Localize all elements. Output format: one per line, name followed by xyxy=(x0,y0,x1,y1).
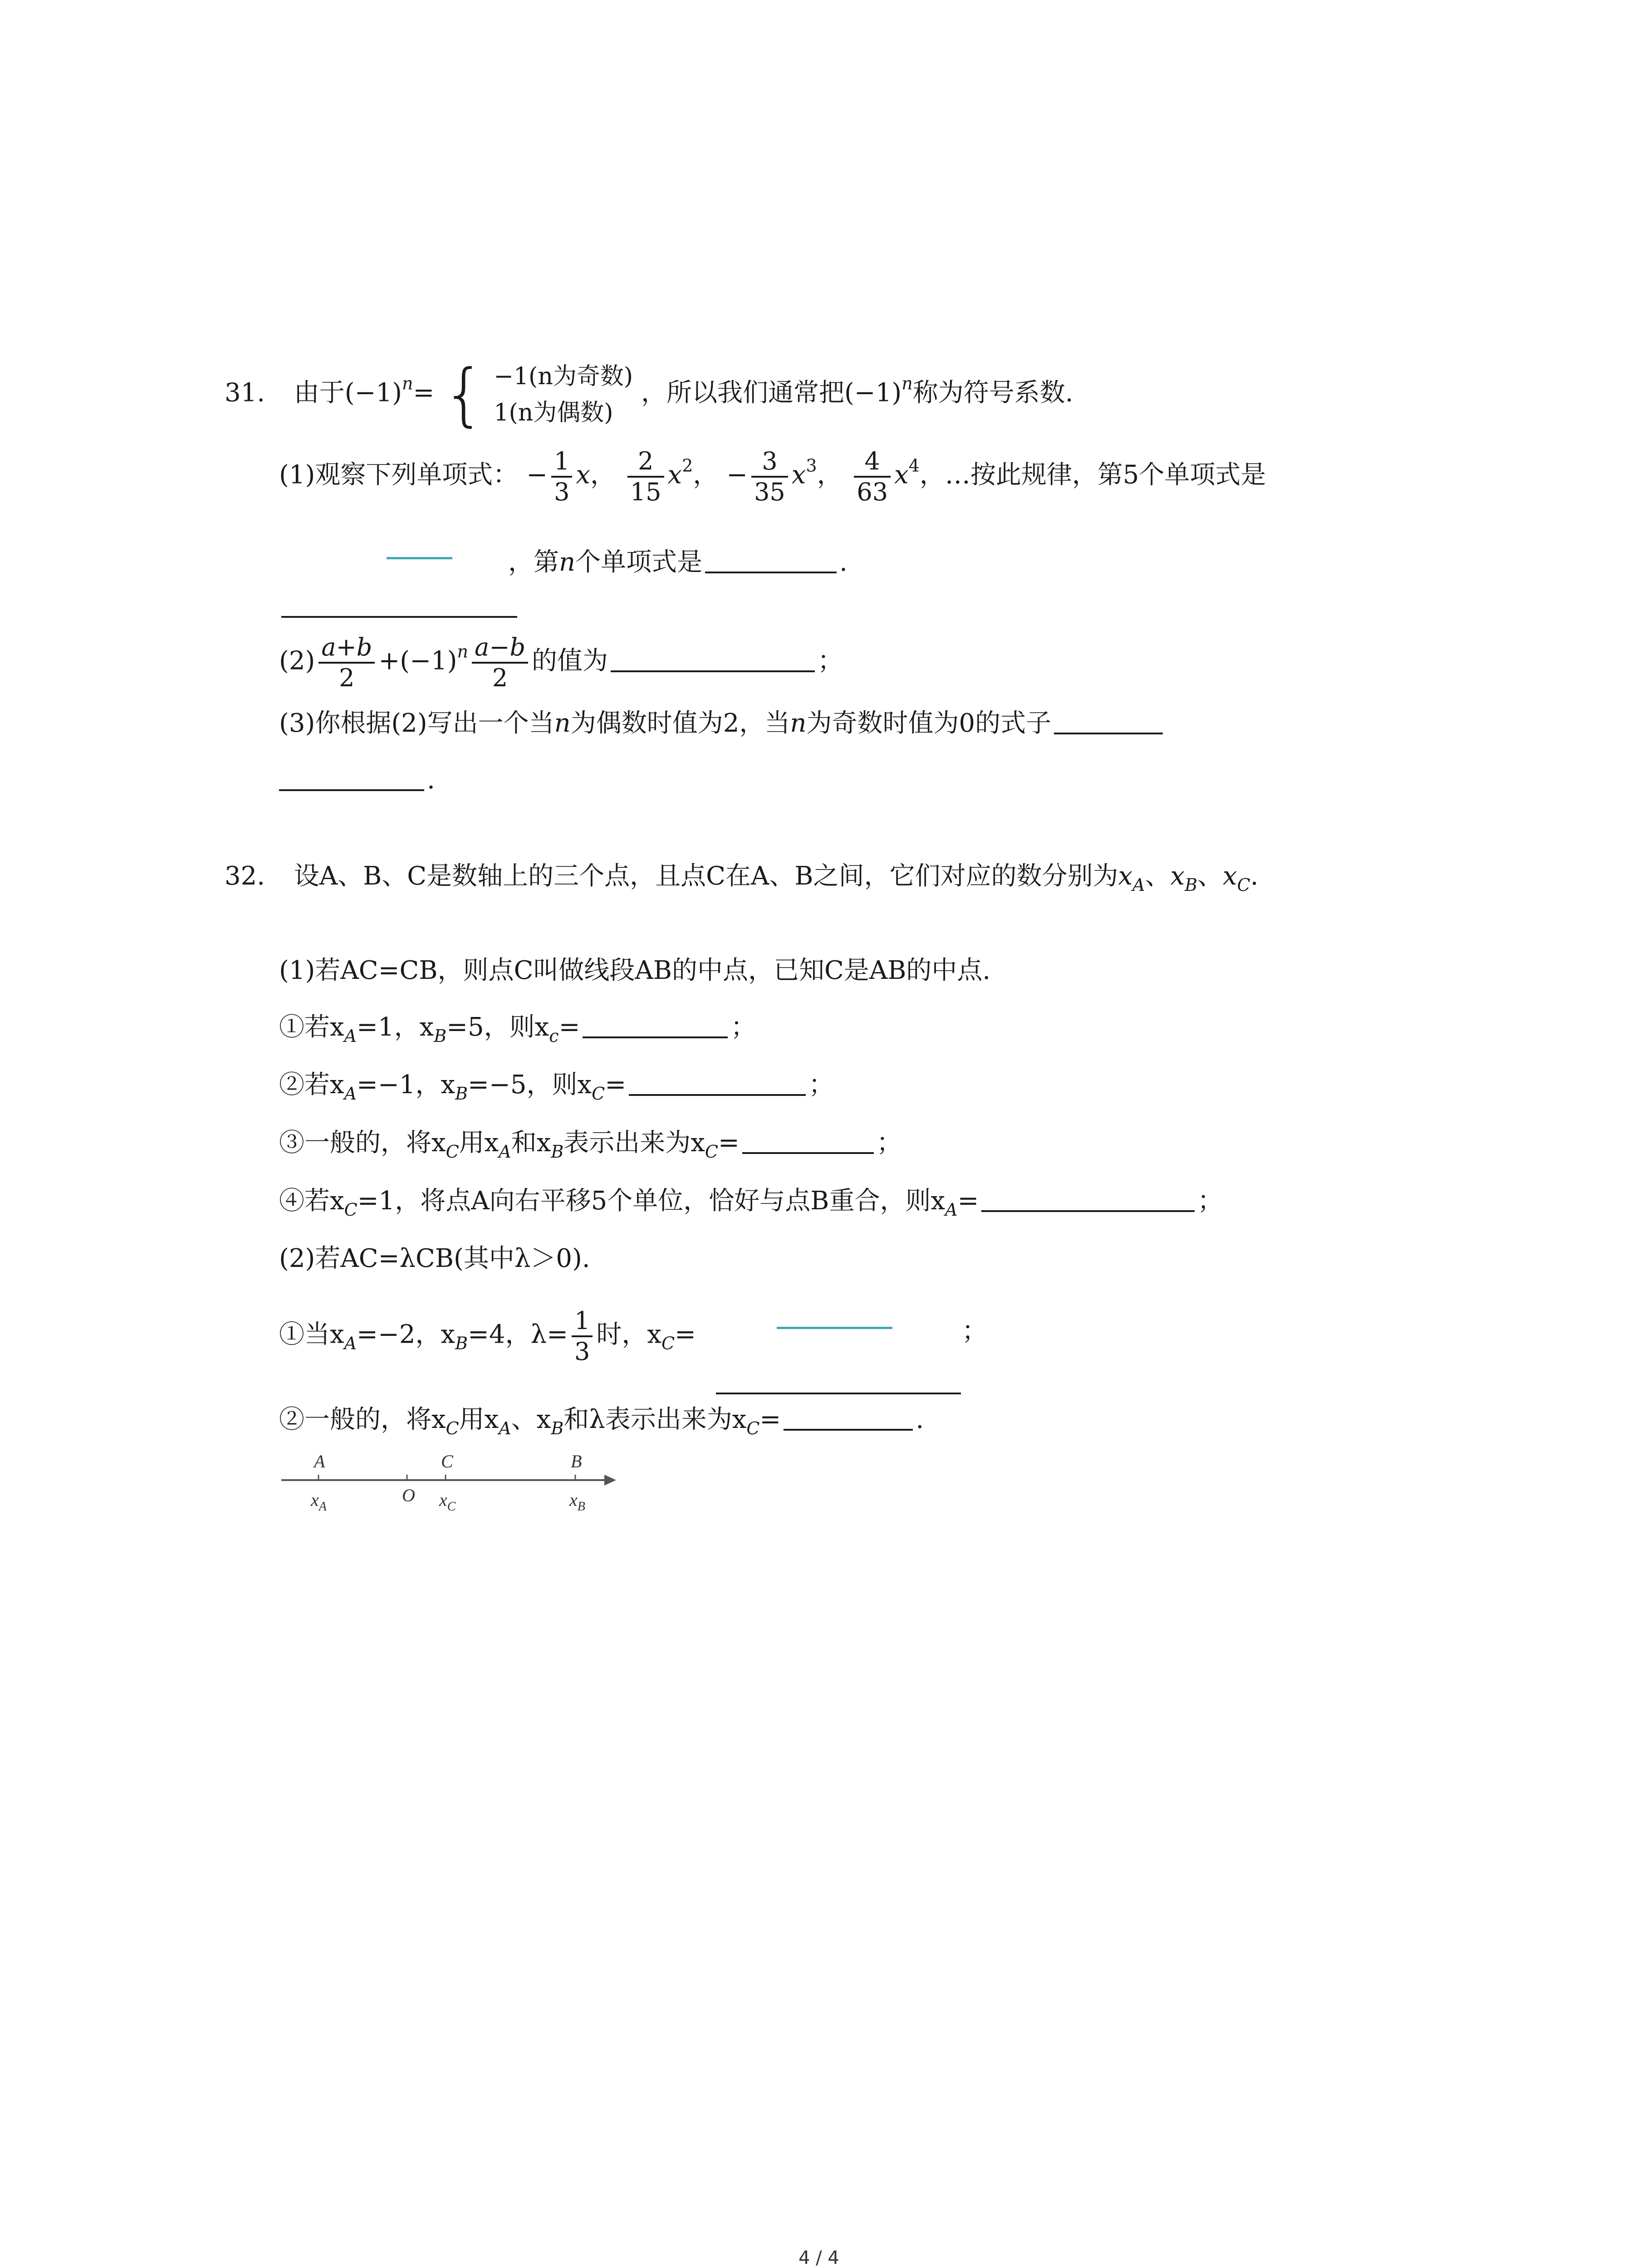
answer-mark xyxy=(777,1327,892,1329)
point-label-c: C xyxy=(441,1451,453,1471)
fraction: $\frac{a+b}{2}$ xyxy=(318,633,375,693)
answer-blank[interactable] xyxy=(611,645,815,672)
fraction: $\frac{4}{63}$ xyxy=(854,447,891,507)
q31-part2: (2) $\frac{a+b}{2}$ $+(-1)^n$ $\frac{a-b}{2}$ 的值为 ； xyxy=(279,633,843,692)
fraction: $\frac{a-b}{2}$ xyxy=(472,633,528,693)
answer-blank[interactable] xyxy=(981,1185,1195,1212)
q31-intro: 31. 由于$(-1)^n=$ { −1(n为奇数) 1(n为偶数) ，所以我们通常把$(-1)^n$称为符号系数. xyxy=(225,355,1073,434)
origin-label: O xyxy=(402,1485,415,1505)
q31-part1: (1)观察下列单项式： − $\frac{1}{3}$ x， $\frac{2}{15}$ $x^2$， − $\frac{3}{35}$ $x^3$， $\frac{4}{63}$ $x^4$，…按此规律，第5个单项式是 xyxy=(279,447,1266,506)
page-number: 4 / 4 xyxy=(798,2248,839,2268)
q31-part3: (3)你根据(2)写出一个当n为偶数时值为2，当n为奇数时值为0的式子 xyxy=(279,705,1166,742)
q32-item4: ④若$x_C=1$，将点A向右平移5个单位，恰好与点B重合，则$x_A=$ ； xyxy=(279,1183,1223,1228)
piecewise-definition: { −1(n为奇数) 1(n为偶数) xyxy=(442,355,633,434)
axis-arrow-icon xyxy=(604,1475,616,1486)
answer-mark xyxy=(387,557,452,559)
answer-blank[interactable] xyxy=(281,616,517,618)
q32-part1: (1)若AC=CB，则点C叫做线段AB的中点，已知C是AB的中点. xyxy=(279,956,991,985)
answer-blank[interactable] xyxy=(583,1011,728,1038)
answer-blank[interactable] xyxy=(1054,707,1163,734)
q32-sub1-end: ； xyxy=(962,1316,987,1346)
q32-part2: (2)若AC=λCB(其中λ＞0). xyxy=(279,1244,590,1273)
fraction: $\frac{1}{3}$ xyxy=(551,447,572,507)
coord-label-xb: $x_B$ xyxy=(569,1490,585,1514)
q32-sub1: ①当$x_A=-2$，$x_B=4$，λ= $\frac{1}{3}$ 时，$x_C=$ xyxy=(279,1306,696,1366)
number-line-figure xyxy=(277,1449,622,1526)
q32-item3: ③一般的，将$x_C$用$x_A$和$x_B$表示出来为$x_C=$ ； xyxy=(279,1125,902,1170)
answer-blank[interactable] xyxy=(629,1069,806,1096)
point-label-a: A xyxy=(314,1451,325,1471)
q31-number: 31. xyxy=(225,378,265,408)
q32-item1: ①若$x_A=1$，$x_B=5$，则$x_c=$ ； xyxy=(279,1009,756,1054)
fraction: $\frac{3}{35}$ xyxy=(751,447,788,507)
q31-part3-line2: . xyxy=(279,762,435,798)
coord-label-xc: $x_C$ xyxy=(439,1490,456,1514)
fraction: $\frac{1}{3}$ xyxy=(572,1306,593,1366)
fraction: $\frac{2}{15}$ xyxy=(627,447,664,507)
q32-item2: ②若$x_A=-1$，$x_B=-5$，则$x_C=$ ； xyxy=(279,1067,834,1112)
answer-blank[interactable] xyxy=(279,764,424,791)
answer-blank[interactable] xyxy=(742,1127,874,1154)
q32-sub2: ②一般的，将$x_C$用$x_A$、$x_B$和λ表示出来为$x_C=$ . xyxy=(279,1402,924,1447)
q32-number: 32. xyxy=(225,861,265,891)
q31-part1-line2: ，第n个单项式是 . xyxy=(508,544,847,581)
answer-blank[interactable] xyxy=(716,1393,961,1394)
coord-label-xa: $x_A$ xyxy=(311,1490,327,1514)
point-label-b: B xyxy=(571,1451,582,1471)
answer-blank[interactable] xyxy=(705,546,837,573)
q32-intro: 32. 设A、B、C是数轴上的三个点，且点C在A、B之间，它们对应的数分别为$x_A$、$x_B$、$x_C$. xyxy=(225,861,1259,895)
answer-blank[interactable] xyxy=(784,1403,913,1431)
